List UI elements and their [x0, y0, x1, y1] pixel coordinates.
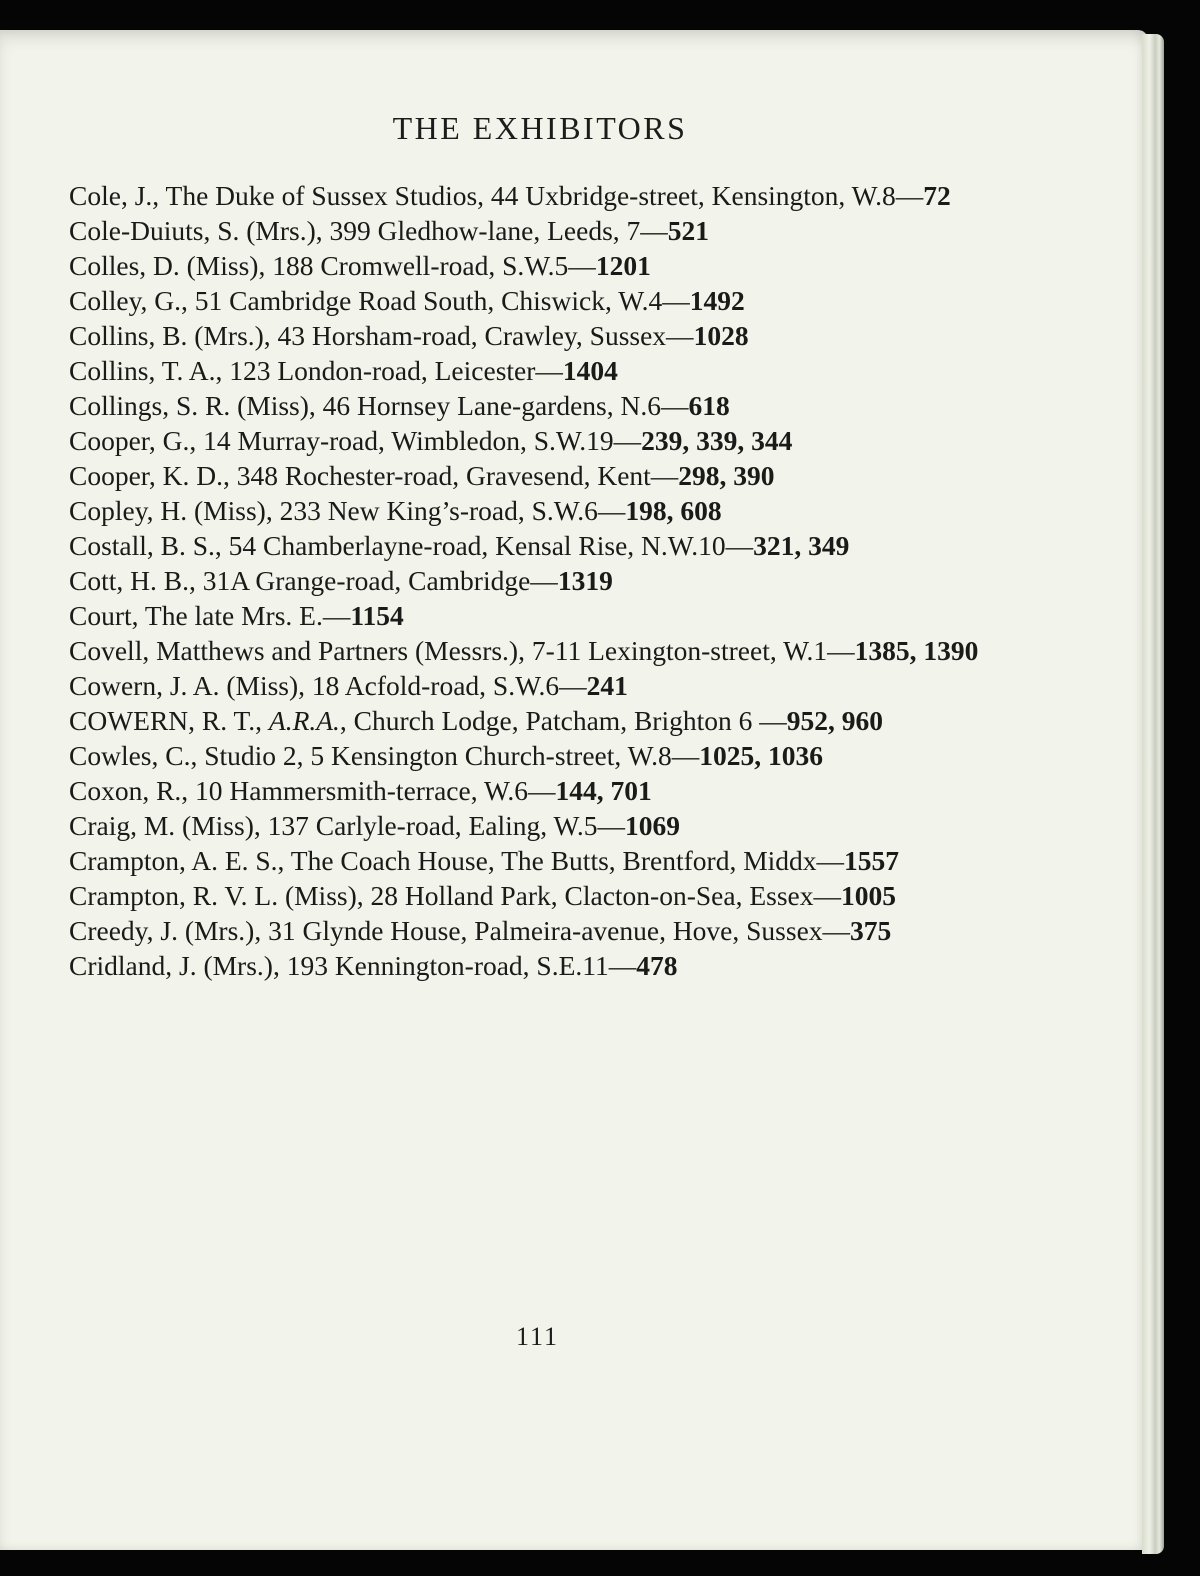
- exhibitor-entry: [69, 528, 1009, 563]
- exhibitor-name-address: Crampton, R. V. L. (Miss), 28 Holland Park, Clacton-on-Sea, Essex—: [69, 880, 841, 911]
- exhibitor-name-address: Cowles, C., Studio 2, 5 Kensington Church-street, W.8—: [69, 740, 700, 771]
- exhibitor-entry: [69, 913, 1009, 948]
- exhibitor-list: [69, 178, 1009, 983]
- exhibit-numbers: 72: [923, 180, 951, 211]
- page-number: 111: [515, 1322, 560, 1351]
- exhibitor-entry: [69, 283, 1009, 318]
- exhibitor-name-address: COWERN, R. T.,: [69, 705, 269, 736]
- exhibit-numbers: 1025, 1036: [699, 740, 823, 771]
- exhibit-numbers: 1385, 1390: [854, 635, 979, 666]
- exhibitor-name-address: Cole, J., The Duke of Sussex Studios, 44 Uxbridge-street, Kensington, W.8—: [69, 180, 924, 211]
- exhibit-numbers: 1069: [625, 810, 681, 841]
- exhibit-numbers: 952, 960: [786, 705, 883, 736]
- exhibitor-name-address: Covell, Matthews and Partners (Messrs.), 7-11 Lexington-street, W.1—: [69, 635, 855, 666]
- exhibitor-name-address: Craig, M. (Miss), 137 Carlyle-road, Ealing, W.5—: [69, 810, 626, 841]
- exhibitor-entry: [69, 703, 1009, 738]
- exhibitor-name-address: Colles, D. (Miss), 188 Cromwell-road, S.W.5—: [69, 250, 596, 281]
- exhibit-numbers: 1005: [840, 880, 896, 911]
- exhibit-numbers: 618: [688, 390, 730, 421]
- exhibitor-name-address: Cooper, G., 14 Murray-road, Wimbledon, S.W.19—: [69, 425, 642, 456]
- exhibit-numbers: 375: [850, 915, 892, 946]
- exhibitor-entry: [69, 213, 1009, 248]
- exhibitor-entry: [69, 598, 1009, 633]
- exhibit-numbers: 298, 390: [678, 460, 775, 491]
- exhibitor-entry: [69, 738, 1009, 773]
- exhibitor-entry: [69, 388, 1009, 423]
- exhibitor-entry: [69, 178, 1009, 213]
- exhibit-numbers: 1201: [595, 250, 651, 281]
- exhibit-numbers: 1557: [844, 845, 900, 876]
- exhibitor-name-address: Colley, G., 51 Cambridge Road South, Chiswick, W.4—: [69, 285, 690, 316]
- exhibitor-entry: [69, 423, 1009, 458]
- exhibit-numbers: 521: [667, 215, 710, 246]
- exhibitor-name-address: Collins, B. (Mrs.), 43 Horsham-road, Crawley, Sussex—: [69, 320, 694, 351]
- exhibit-numbers: 1404: [562, 355, 618, 386]
- exhibitor-name-address: Cooper, K. D., 348 Rochester-road, Gravesend, Kent—: [69, 460, 679, 491]
- exhibit-numbers: 1319: [557, 565, 613, 596]
- exhibitor-entry: [69, 493, 1009, 528]
- exhibitor-entry: [69, 248, 1009, 283]
- exhibitor-entry: [69, 948, 1009, 983]
- exhibitor-entry: [69, 843, 1009, 878]
- exhibitor-name-address: Creedy, J. (Mrs.), 31 Glynde House, Palmeira-avenue, Hove, Sussex—: [69, 915, 851, 946]
- exhibitor-distinction: A.R.A.: [268, 705, 340, 736]
- exhibitor-address: , Church Lodge, Patcham, Brighton 6 —: [339, 705, 787, 736]
- exhibitor-name-address: Court, The late Mrs. E.—: [69, 600, 351, 631]
- exhibit-numbers: 1028: [693, 320, 749, 351]
- exhibitor-name-address: Coxon, R., 10 Hammersmith-terrace, W.6—: [69, 775, 556, 806]
- exhibitor-name-address: Copley, H. (Miss), 233 New King’s-road, S.W.6—: [69, 495, 626, 526]
- exhibit-numbers: 198, 608: [625, 495, 722, 526]
- exhibitor-name-address: Crampton, A. E. S., The Coach House, The Butts, Brentford, Middx—: [69, 845, 845, 876]
- exhibitor-entry: [69, 458, 1009, 493]
- exhibit-numbers: 1492: [689, 285, 745, 316]
- exhibitor-name-address: Cowern, J. A. (Miss), 18 Acfold-road, S.W.6—: [69, 670, 587, 701]
- exhibitor-entry: [69, 633, 1009, 668]
- exhibitor-entry: [69, 773, 1009, 808]
- exhibitor-entry: [69, 668, 1009, 703]
- exhibitor-name-address: Cole-Duiuts, S. (Mrs.), 399 Gledhow-lane, Leeds, 7—: [69, 215, 668, 246]
- exhibit-numbers: 144, 701: [555, 775, 652, 806]
- page-edge: [1142, 34, 1164, 1554]
- exhibit-numbers: 478: [636, 950, 678, 981]
- exhibitor-name-address: Collins, T. A., 123 London-road, Leicester—: [69, 355, 563, 386]
- exhibitor-name-address: Cott, H. B., 31A Grange-road, Cambridge—: [69, 565, 558, 596]
- exhibitor-entry: [69, 353, 1009, 388]
- exhibitor-name-address: Costall, B. S., 54 Chamberlayne-road, Kensal Rise, N.W.10—: [69, 530, 754, 561]
- exhibitor-name-address: Collings, S. R. (Miss), 46 Hornsey Lane-gardens, N.6—: [69, 390, 689, 421]
- exhibit-numbers: 1154: [350, 600, 404, 631]
- exhibitor-entry: [69, 878, 1009, 913]
- exhibitor-entry: [69, 563, 1009, 598]
- exhibit-numbers: 241: [586, 670, 628, 701]
- exhibitor-name-address: Cridland, J. (Mrs.), 193 Kennington-road, S.E.11—: [69, 950, 637, 981]
- exhibit-numbers: 239, 339, 344: [641, 425, 793, 456]
- exhibitor-entry: [69, 318, 1009, 353]
- page-heading: THE EXHIBITORS: [392, 110, 688, 146]
- exhibit-numbers: 321, 349: [753, 530, 850, 561]
- exhibitor-entry: [69, 808, 1009, 843]
